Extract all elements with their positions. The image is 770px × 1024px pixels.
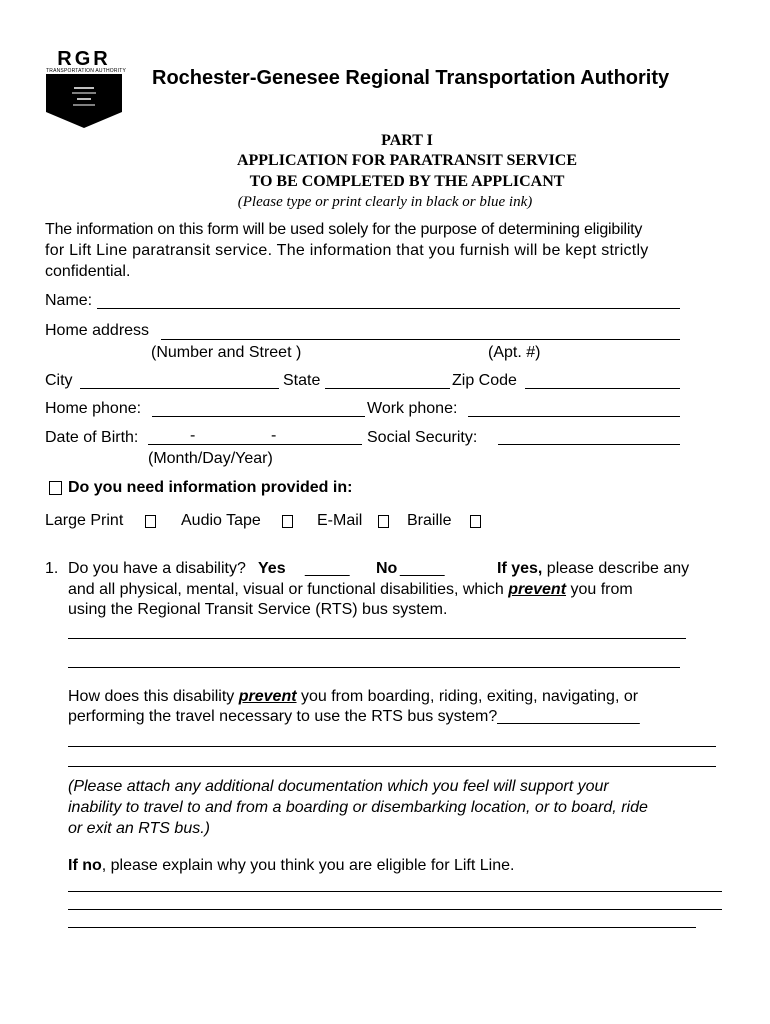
attach-note-line-1: (Please attach any additional documentation which you feel will support your	[68, 778, 609, 795]
audio-tape-checkbox[interactable]	[282, 515, 293, 528]
attach-note-line-2: inability to travel to and from a boarding or disembarking location, or to board, ride	[68, 799, 648, 816]
home-phone-field[interactable]	[152, 416, 365, 417]
option-email	[317, 512, 362, 530]
name-field[interactable]	[97, 308, 680, 309]
work-phone-label: Work phone:	[367, 400, 458, 417]
application-title: APPLICATION FOR PARATRANSIT SERVICE	[236, 152, 578, 169]
q1-yes-label: Yes	[258, 560, 286, 577]
large-print-checkbox[interactable]	[145, 515, 156, 528]
q1-how-pre: How does this disability	[68, 688, 239, 705]
zip-label: Zip Code	[452, 372, 517, 389]
q1-how-answer-line-1[interactable]	[68, 746, 716, 747]
q1-if-yes-text: please describe any	[542, 560, 690, 577]
q1-line-2	[68, 581, 633, 599]
q1-how-line-1	[68, 688, 638, 706]
q1-prevent-emphasis: prevent	[508, 581, 567, 598]
q1-how-blank[interactable]: ________________	[497, 708, 640, 725]
q1-how-prevent-emphasis: prevent	[238, 688, 297, 705]
q1-if-yes	[497, 560, 689, 578]
format-question: Do you need information provided in:	[68, 479, 353, 496]
q1-no-blank[interactable]: _____	[400, 560, 445, 577]
q1-answer-line-1[interactable]	[68, 638, 686, 639]
state-field[interactable]	[325, 388, 450, 389]
option-large-print	[45, 512, 123, 530]
q1-yes-blank[interactable]: _____	[305, 560, 350, 577]
logo-letters: RGR	[57, 48, 111, 70]
state-label: State	[283, 372, 321, 389]
q1-line-2-pre: and all physical, mental, visual or functional disabilities, which	[68, 581, 509, 598]
attach-note-line-3: or exit an RTS bus.)	[68, 820, 210, 837]
braille-checkbox[interactable]	[470, 515, 481, 528]
city-field[interactable]	[80, 388, 279, 389]
zip-field[interactable]	[525, 388, 680, 389]
home-address-field[interactable]	[161, 339, 680, 340]
authority-title: Rochester-Genesee Regional Transportation Authority	[152, 67, 670, 89]
social-security-label: Social Security:	[367, 429, 478, 446]
logo-tagline: TRANSPORTATION AUTHORITY	[46, 68, 127, 74]
format-question-checkbox[interactable]	[49, 481, 62, 495]
completed-by-label: TO BE COMPLETED BY THE APPLICANT	[249, 173, 565, 190]
q1-how-line-2	[68, 708, 640, 726]
q1-line-3: using the Regional Transit Service (RTS) bus system.	[68, 601, 448, 618]
option-large-print-label: Large Print	[45, 512, 124, 529]
q1-no-label: No	[376, 560, 398, 577]
dob-separator-1: -	[190, 427, 196, 444]
city-label: City	[45, 372, 73, 389]
home-phone-label: Home phone:	[45, 400, 142, 417]
work-phone-field[interactable]	[468, 416, 680, 417]
email-checkbox[interactable]	[378, 515, 389, 528]
rgr-logo	[44, 48, 127, 130]
q1-number: 1.	[45, 560, 59, 577]
option-audio-tape-label: Audio Tape	[181, 512, 261, 529]
option-braille	[407, 512, 451, 530]
dob-hint: (Month/Day/Year)	[148, 450, 273, 467]
q1-how-post: you from boarding, riding, exiting, navigating, or	[296, 688, 639, 705]
apt-hint: (Apt. #)	[488, 344, 541, 361]
social-security-field[interactable]	[498, 444, 680, 445]
name-label: Name:	[45, 292, 93, 309]
number-street-hint: (Number and Street )	[151, 344, 302, 361]
intro-line-3: confidential.	[45, 263, 131, 280]
q1-question: Do you have a disability?	[68, 560, 246, 577]
if-no-text: , please explain why you think you are eligible for Lift Line.	[101, 857, 515, 874]
part-label: PART I	[381, 132, 433, 149]
option-email-label: E-Mail	[317, 512, 363, 529]
intro-line-2: for Lift Line paratransit service. The information that you furnish will be kept strictly	[45, 242, 649, 259]
ink-instruction: (Please type or print clearly in black or blue ink)	[237, 194, 533, 210]
if-no-answer-line-1[interactable]	[68, 891, 722, 892]
dob-separator-2: -	[271, 427, 277, 444]
dob-label: Date of Birth:	[45, 429, 139, 446]
if-no-answer-line-3[interactable]	[68, 927, 696, 928]
option-audio-tape	[181, 512, 261, 530]
q1-if-yes-label: If yes,	[497, 560, 543, 577]
q1-how-answer-line-2[interactable]	[68, 766, 716, 767]
q1-answer-line-2[interactable]	[68, 667, 680, 668]
home-address-label: Home address	[45, 322, 150, 339]
if-no-label: If no	[68, 857, 102, 874]
if-no-line	[68, 857, 514, 875]
option-braille-label: Braille	[407, 512, 452, 529]
intro-line-1: The information on this form will be used solely for the purpose of determining eligibility	[45, 221, 643, 238]
if-no-answer-line-2[interactable]	[68, 909, 722, 910]
q1-how-line-2-text: performing the travel necessary to use the RTS bus system?	[68, 708, 498, 725]
q1-line-2-post: you from	[566, 581, 633, 598]
dob-field[interactable]	[148, 444, 362, 445]
